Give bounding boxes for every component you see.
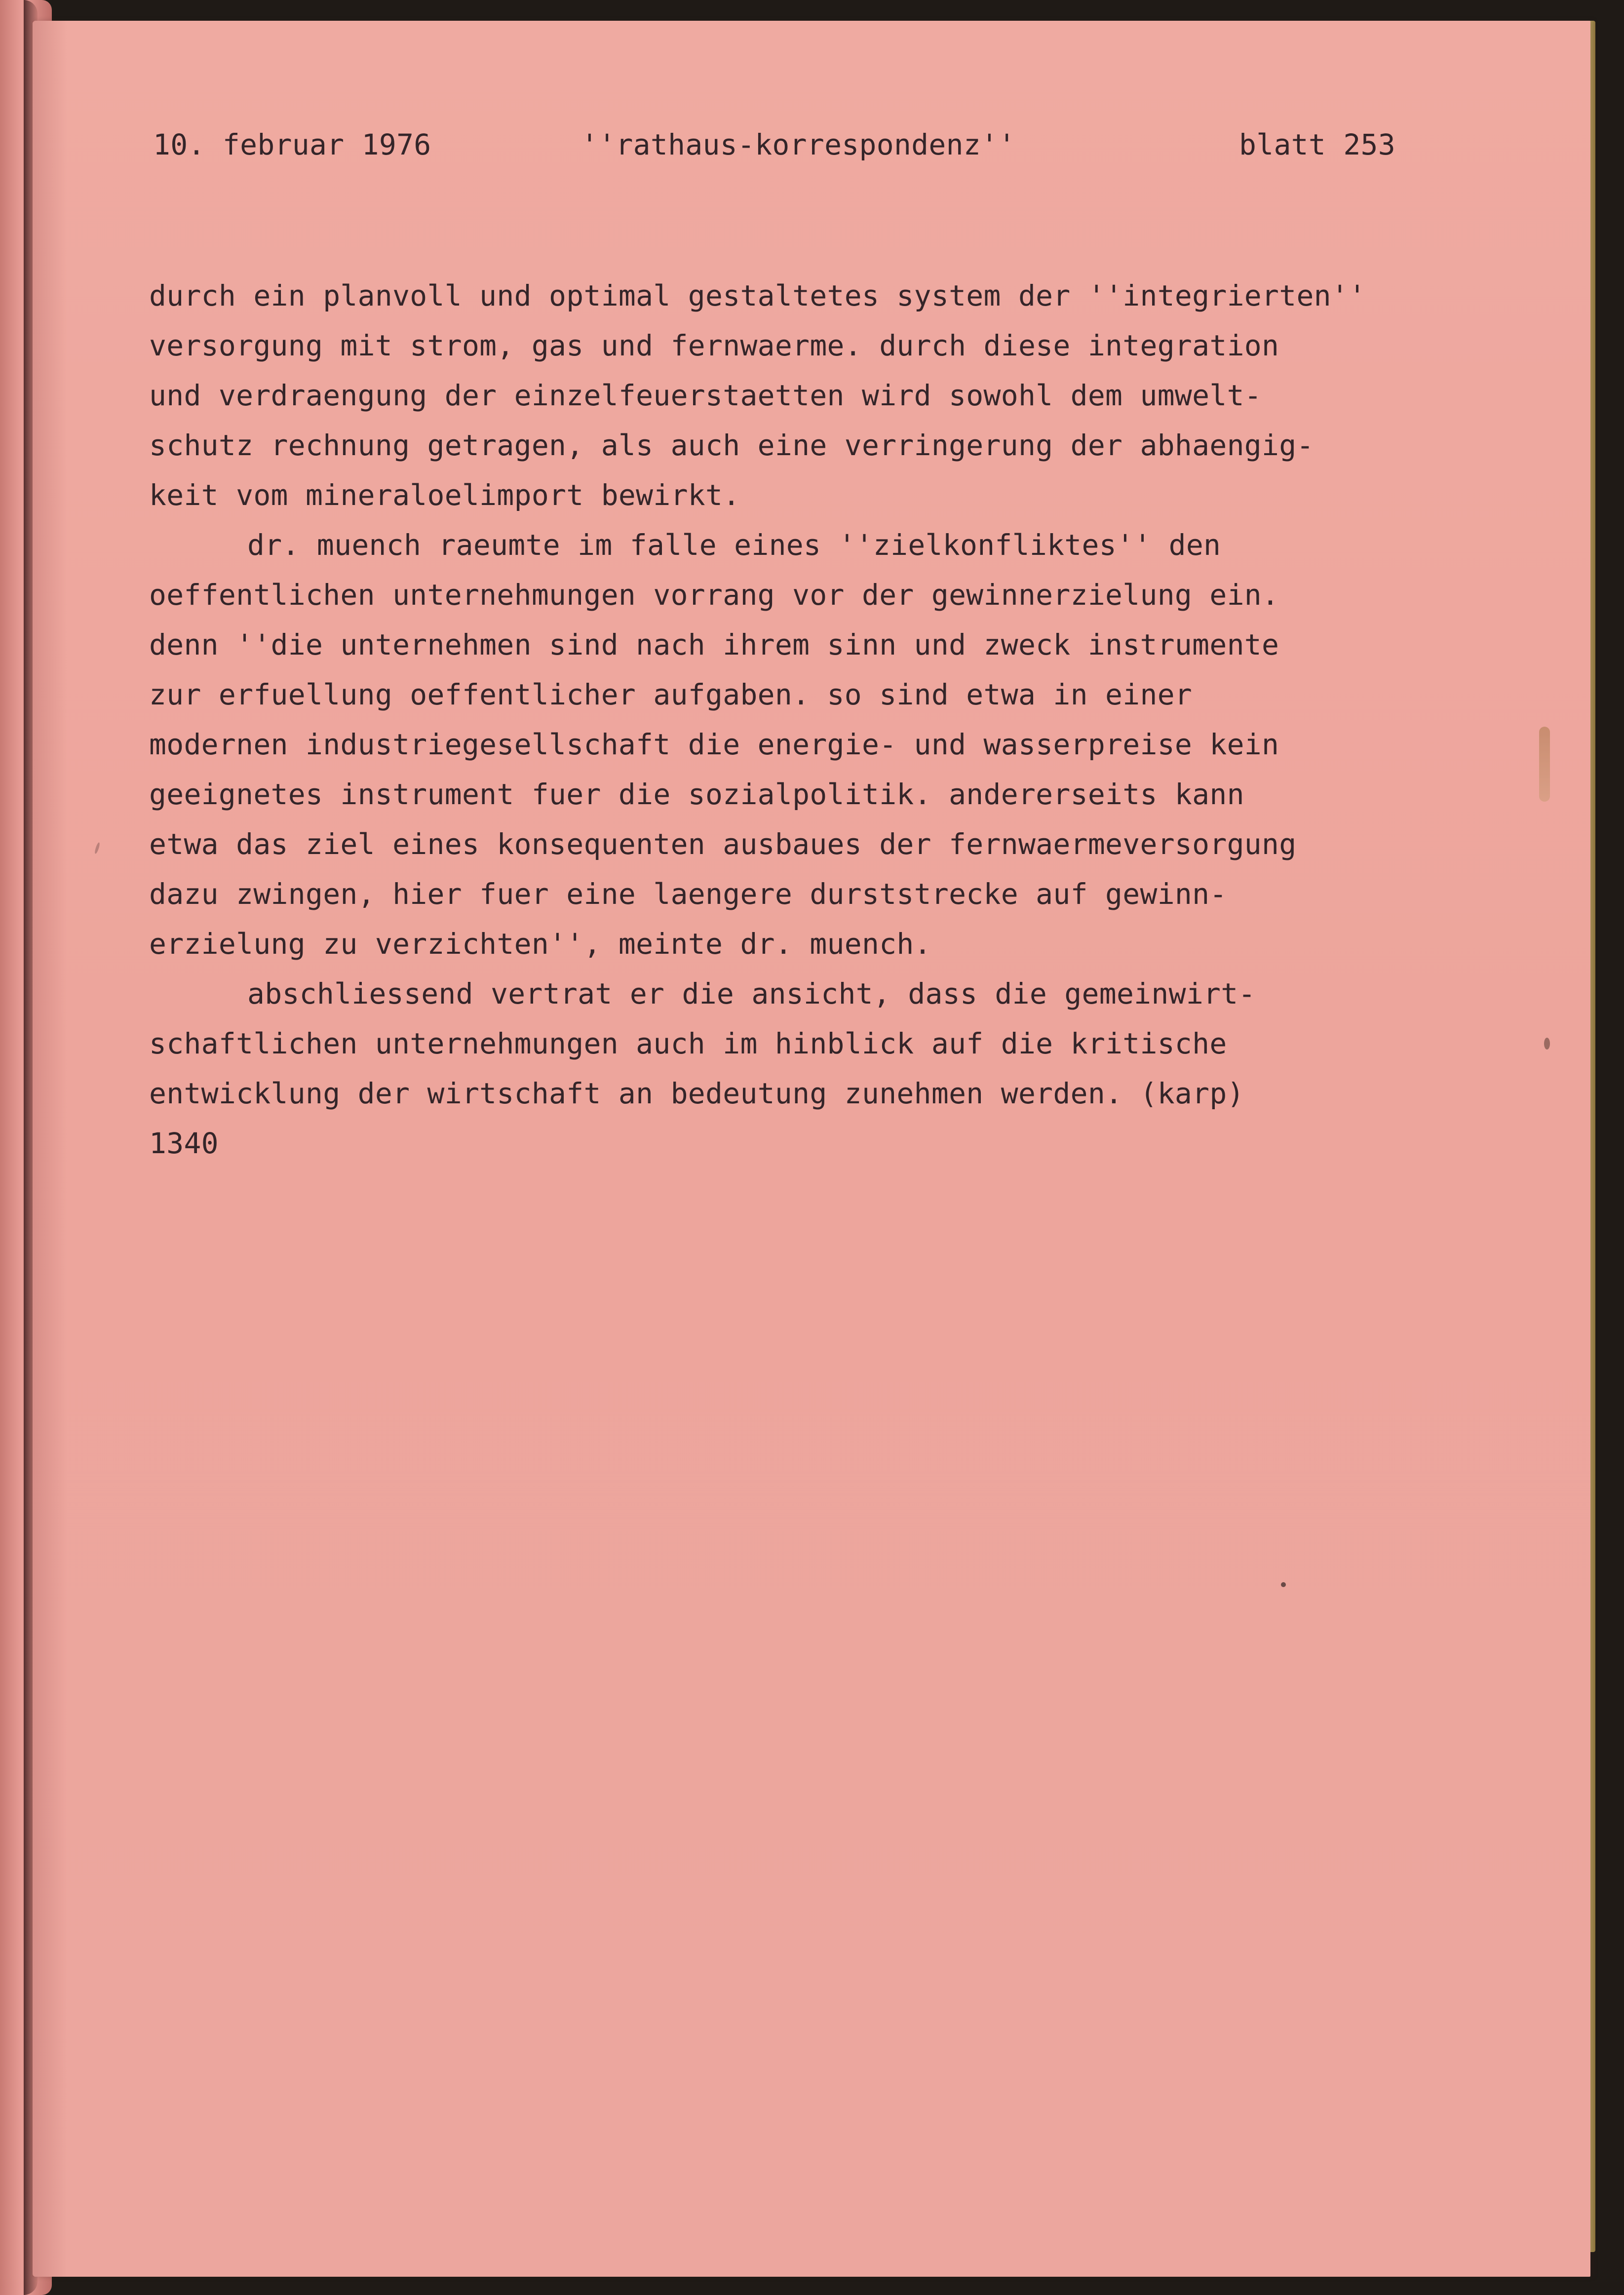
body-line-12: etwa das ziel eines konsequenten ausbaues der fernwaermeversorgung	[149, 827, 1297, 861]
body-line-9: zur erfuellung oeffentlicher aufgaben. so sind etwa in einer	[149, 678, 1193, 711]
body-line-8: denn ''die unternehmen sind nach ihrem sinn und zweck instrumente	[149, 628, 1279, 661]
document-page-shadow	[33, 21, 67, 2277]
dust-speck	[1281, 1582, 1286, 1587]
body-line-11: geeignetes instrument fuer die sozialpolitik. andererseits kann	[149, 778, 1244, 811]
body-line-1: durch ein planvoll und optimal gestaltetes system der ''integrierten''	[149, 279, 1366, 312]
body-line-10: modernen industriegesellschaft die energie- und wasserpreise kein	[149, 728, 1279, 761]
ink-spot	[1544, 1038, 1550, 1050]
body-line-6: dr. muench raeumte im falle eines ''zielkonfliktes'' den	[247, 528, 1221, 562]
body-line-16: schaftlichen unternehmungen auch im hinblick auf die kritische	[149, 1027, 1227, 1060]
paper-stain	[1539, 727, 1550, 802]
body-line-18: 1340	[149, 1127, 219, 1160]
body-line-3: und verdraengung der einzelfeuerstaetten wird sowohl dem umwelt-	[149, 379, 1262, 412]
body-line-2: versorgung mit strom, gas und fernwaerme. durch diese integration	[149, 329, 1279, 362]
body-line-5: keit vom mineraloelimport bewirkt.	[149, 478, 740, 512]
body-line-7: oeffentlichen unternehmungen vorrang vor der gewinnerzielung ein.	[149, 578, 1279, 612]
body-line-13: dazu zwingen, hier fuer eine laengere durststrecke auf gewinn-	[149, 877, 1227, 911]
body-line-4: schutz rechnung getragen, als auch eine verringerung der abhaengig-	[149, 428, 1314, 462]
sheet-number: blatt 253	[1239, 128, 1395, 161]
body-line-17: entwicklung der wirtschaft an bedeutung zunehmen werden. (karp)	[149, 1077, 1244, 1110]
body-line-14: erzielung zu verzichten'', meinte dr. muench.	[149, 927, 931, 961]
document-date: 10. februar 1976	[153, 128, 431, 161]
publication-title: ''rathaus-korrespondenz''	[581, 128, 1016, 161]
body-line-15: abschliessend vertrat er die ansicht, dass die gemeinwirt-	[247, 977, 1256, 1011]
